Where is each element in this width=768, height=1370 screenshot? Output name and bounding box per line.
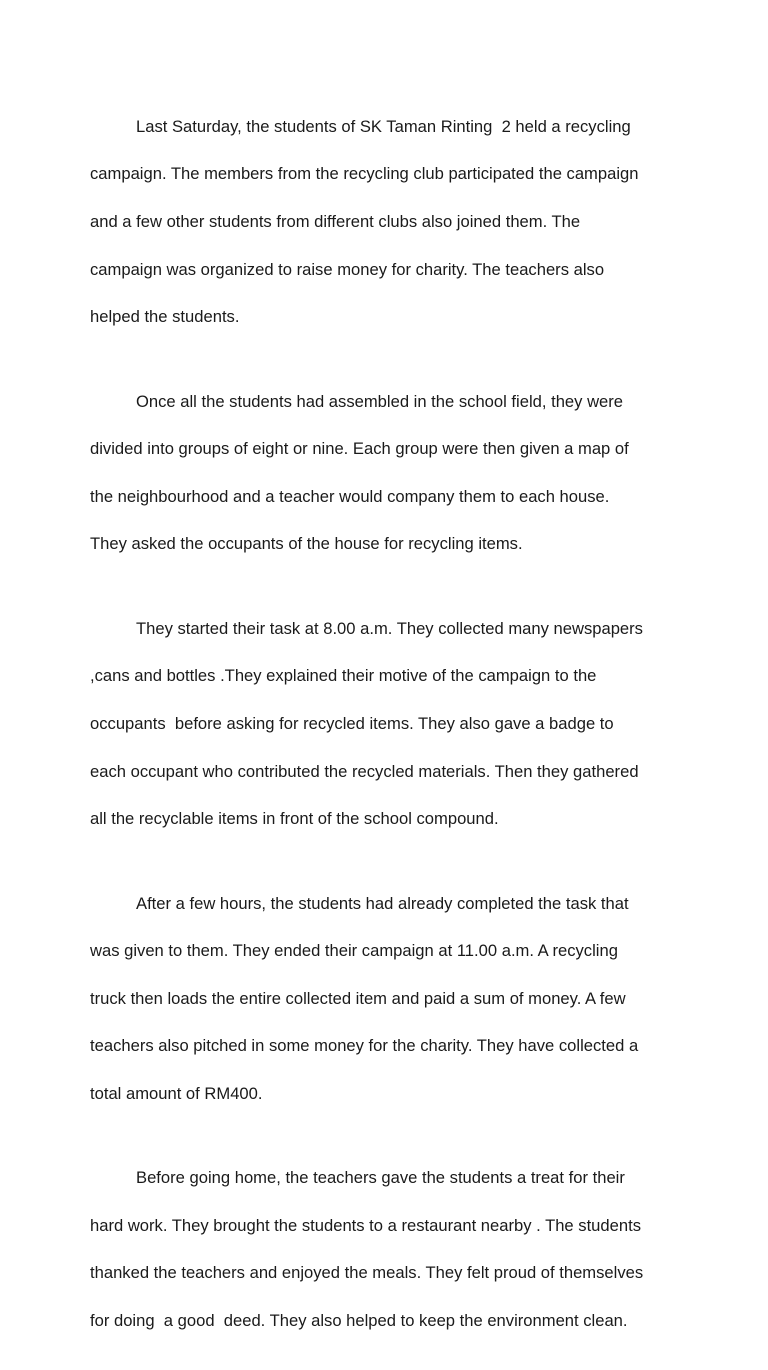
paragraph-line: and a few other students from different clubs also joined them. The (90, 211, 581, 231)
paragraph-line: divided into groups of eight or nine. Each group were then given a map of (90, 439, 629, 459)
paragraph-line: Once all the students had assembled in the school field, they were (136, 391, 624, 411)
paragraph-line: Last Saturday, the students of SK Taman Rinting 2 held a recycling (136, 116, 631, 136)
document-body (90, 91, 680, 1370)
paragraph-line: for doing a good deed. They also helped to keep the environment clean. (90, 1311, 628, 1331)
paragraph-3 (90, 593, 680, 855)
paragraph-line: ,cans and bottles .They explained their motive of the campaign to the (90, 666, 597, 686)
paragraph-line: thanked the teachers and enjoyed the meals. They felt proud of themselves (90, 1263, 644, 1283)
paragraph-line: each occupant who contributed the recycled materials. Then they gathered (90, 761, 639, 781)
paragraph-line: They started their task at 8.00 a.m. They collected many newspapers (136, 618, 643, 638)
paragraph-line: the neighbourhood and a teacher would company them to each house. (90, 486, 610, 506)
paragraph-line: campaign was organized to raise money for charity. The teachers also (90, 259, 605, 279)
paragraph-line: teachers also pitched in some money for the charity. They have collected a (90, 1036, 639, 1056)
paragraph-line: Before going home, the teachers gave the students a treat for their (136, 1168, 625, 1188)
paragraph-line: occupants before asking for recycled items. They also gave a badge to (90, 713, 614, 733)
paragraph-5 (90, 1142, 680, 1356)
paragraph-line: helped the students. (90, 307, 240, 327)
paragraph-2 (90, 366, 680, 580)
paragraph-line: was given to them. They ended their campaign at 11.00 a.m. A recycling (90, 941, 618, 961)
paragraph-line: They asked the occupants of the house for recycling items. (90, 534, 523, 554)
paragraph-line: hard work. They brought the students to a restaurant nearby . The students (90, 1215, 641, 1235)
paragraph-line: campaign. The members from the recycling club participated the campaign (90, 164, 639, 184)
paragraph-line: truck then loads the entire collected item and paid a sum of money. A few (90, 988, 626, 1008)
paragraph-4 (90, 868, 680, 1130)
paragraph-line: all the recyclable items in front of the school compound. (90, 809, 499, 829)
paragraph-1 (90, 91, 680, 353)
paragraph-line: total amount of RM400. (90, 1083, 263, 1103)
paragraph-line: After a few hours, the students had already completed the task that (136, 893, 629, 913)
